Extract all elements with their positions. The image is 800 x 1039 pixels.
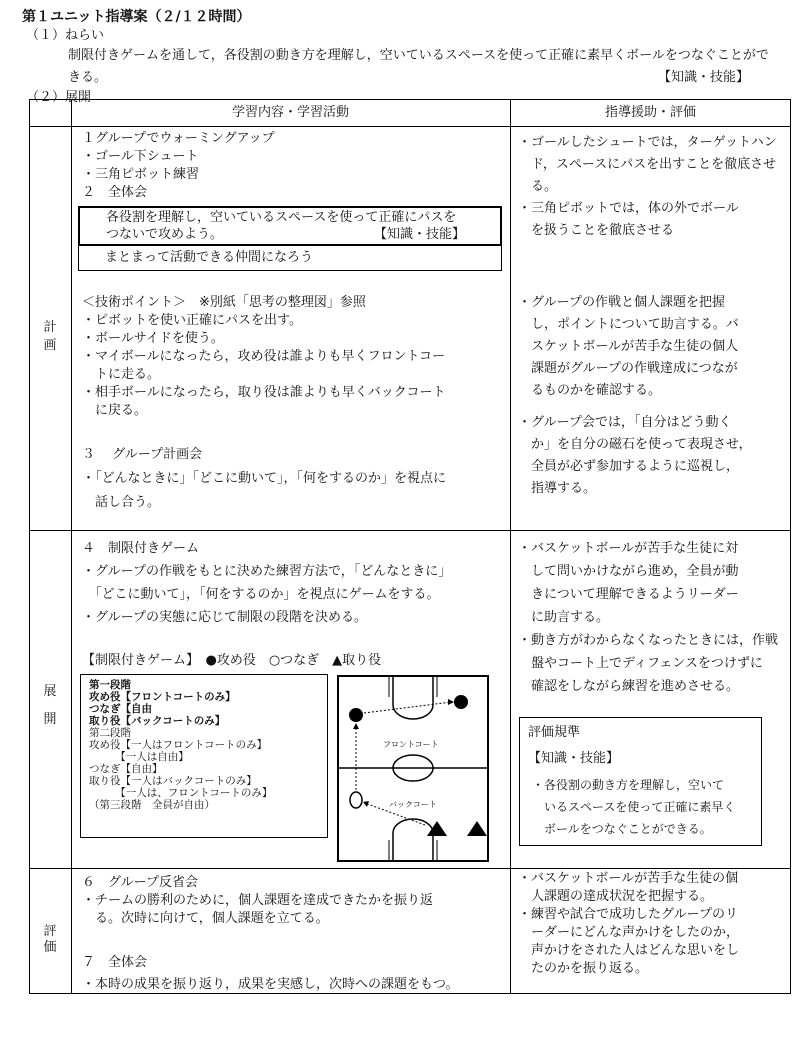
- plan-activity-line: ・ゴール下シュート: [82, 149, 199, 164]
- plan-guidance-line: ド，スペースにパスを出すことを徹底させ: [518, 157, 777, 172]
- evaluation-line: ボールをつなぐことができる。: [532, 822, 712, 836]
- attacker-marker: [454, 695, 468, 709]
- evaluate-guidance-line: ・練習や試合で成功したグループのリ: [518, 907, 738, 922]
- plan-activity-line: １グループでウォーミングアップ: [82, 131, 275, 146]
- evaluate-activities: [82, 874, 433, 928]
- stages-list: [89, 679, 272, 811]
- plan-guidance-line: スケットボールが苦手な生徒の個人: [518, 339, 739, 354]
- evaluate-activity-line: る。次時に向けて，個人課題を立てる。: [82, 911, 329, 926]
- plan-activity-line: ２ 全体会: [82, 185, 148, 200]
- stage-line: 攻め役【一人はフロントコートのみ】: [89, 739, 268, 751]
- lesson-plan-table: [29, 99, 791, 994]
- develop-guidance-line: に助言する。: [518, 610, 610, 625]
- aim-text-line1: 制限付きゲームを通して，各役割の動き方を理解し，空いているスペースを使って正確に素早くボールをつなぐことがで: [68, 48, 769, 63]
- plan-guidance-line: ・三角ピボットでは，体の外でボール: [518, 201, 739, 216]
- technique-point-line: ・マイボールになったら，攻め役は誰よりも早くフロントコー: [82, 349, 445, 364]
- plan-activity-line: ・三角ピボット練習: [82, 167, 200, 182]
- goal-box-tag: 【知識・技能】: [374, 227, 466, 242]
- plan-guidance-line: か」を自分の磁石を使って表現させ，: [518, 437, 752, 452]
- plan-guidance-1: [518, 132, 777, 242]
- evaluation-criteria: [532, 774, 735, 840]
- development-heading: （２）展開: [26, 90, 92, 105]
- evaluate-guidance-line: 人課題の達成状況を把握する。: [518, 889, 714, 904]
- plan-guidance-line: るものかを確認する。: [518, 383, 662, 398]
- develop-guidance-line: きについて理解できるようリーダー: [518, 587, 739, 602]
- header-row-divider: [30, 126, 790, 127]
- plan-guidance-line: 全員が必ず参加するように巡視し，: [518, 459, 740, 474]
- develop-activity-line: ４ 制限付きゲーム: [82, 541, 200, 556]
- evaluate-guidance-line: たのかを振り返る。: [518, 961, 649, 976]
- stage-line: 【一人は、フロントコートのみ】: [89, 787, 273, 799]
- row-divider-develop: [30, 868, 790, 869]
- evaluate-guidance-line: ・バスケットボールが苦手な生徒の個: [518, 871, 739, 886]
- goal-box-line1: 各役割を理解し，空いているスペースを使って正確にパスを: [106, 210, 457, 225]
- evaluate-activity-line: ・チームの勝利のために，個人課題を達成できたかを振り返: [82, 893, 434, 908]
- row-label-plan-1: 計: [43, 320, 57, 335]
- develop-activity-line: ・グループの実態に応じて制限の段階を決める。: [82, 610, 367, 625]
- evaluate-activity-line: ・本時の成果を振り返り，成果を実感し，次時への課題をもつ。: [82, 977, 459, 992]
- stage-line: 取り役【バックコートのみ】: [89, 715, 226, 727]
- stage-line: つなぎ【自由: [89, 703, 152, 715]
- column-divider-label: [71, 100, 72, 993]
- evaluation-line: いるスペースを使って正確に素早く: [532, 800, 736, 814]
- row-divider-plan: [30, 530, 790, 531]
- develop-guidance-line: して問いかけながら進め，全員が動: [518, 564, 739, 579]
- court-front-label: フロントコート: [383, 740, 439, 749]
- stages-box: [80, 674, 328, 838]
- technique-point-line: ＜技術ポイント＞ ※別紙「思考の整理図」参照: [82, 295, 366, 310]
- plan-activities: [82, 130, 275, 202]
- develop-activities: [82, 537, 451, 629]
- attacker-marker: [349, 708, 363, 722]
- plan-guidance-line: ・ゴールしたシュートでは，ターゲットハン: [518, 135, 777, 150]
- technique-point-line: トに走る。: [82, 367, 161, 382]
- column-divider-center: [510, 100, 511, 993]
- plan-guidance-line: る。: [518, 179, 558, 194]
- evaluate-guidance-line: ーダーにどんな声かけをしたのか，: [518, 925, 740, 940]
- row-label-plan-2: 画: [43, 338, 57, 353]
- plan-guidance-line: を扱うことを徹底させる: [518, 223, 675, 238]
- stage-line: 第二段階: [89, 727, 131, 739]
- stage-line: 攻め役【フロントコートのみ】: [89, 691, 236, 703]
- group-planning-line: ・「どんなときに」「どこに動いて」，「何をするのか」を視点に: [82, 471, 447, 486]
- technique-point-line: ・ピボットを使い正確にパスを出す。: [82, 313, 302, 328]
- row-label-develop-1: 展: [43, 684, 57, 699]
- develop-guidance-line: 盤やコート上でディフェンスをつけずに: [518, 656, 763, 671]
- game-legend: 【制限付きゲーム】 ●攻め役 ○つなぎ ▲取り役: [82, 653, 382, 668]
- evaluate-activities-2: [82, 952, 458, 996]
- court-diagram: [337, 675, 489, 862]
- aim-tag: 【知識・技能】: [658, 70, 750, 85]
- group-planning: [82, 443, 446, 515]
- column-header-guidance: 指導援助・評価: [604, 105, 696, 120]
- technique-point-line: ・ボールサイドを使う。: [82, 331, 224, 346]
- column-header-activities: 学習内容・学習活動: [231, 105, 349, 120]
- evaluate-activity-line: ７ 全体会: [82, 955, 148, 970]
- stage-line: 取り役【一人はバックコートのみ】: [89, 775, 257, 787]
- develop-guidance-line: ・バスケットボールが苦手な生徒に対: [518, 541, 739, 556]
- goal-box-line2: つないで攻めよう。: [106, 227, 224, 242]
- stage-line: （第三段階 全員が自由）: [89, 799, 215, 811]
- evaluate-guidance: [518, 870, 739, 978]
- evaluate-guidance-line: 声かけをされた人はどんな思いをし: [518, 943, 740, 958]
- develop-activity-line: 「どこに動いて」，「何をするのか」を視点にゲームをする。: [82, 587, 440, 602]
- group-planning-line: ３ グループ計画会: [82, 447, 203, 462]
- develop-activity-line: ・グループの作戦をもとに決めた練習方法で，「どんなときに」: [82, 564, 452, 579]
- evaluation-tag: 【知識・技能】: [528, 751, 620, 766]
- aim-text-line2: きる。: [68, 70, 108, 85]
- goal-box-team: [78, 245, 502, 271]
- stage-line: つなぎ【自由】: [89, 763, 163, 775]
- plan-guidance-line: 指導する。: [518, 481, 597, 496]
- evaluation-line: ・各役割の動き方を理解し，空いて: [532, 778, 725, 792]
- document-title: 第１ユニット指導案（２/１２時間）: [22, 9, 251, 25]
- plan-guidance-line: ・グループ会では，「自分はどう動く: [518, 415, 732, 430]
- technique-point-line: に戻る。: [82, 403, 148, 418]
- row-label-evaluate-2: 価: [43, 940, 57, 955]
- develop-guidance-line: 確認をしながら練習を進めさせる。: [518, 679, 740, 694]
- stage-line: 【一人は自由】: [89, 751, 189, 763]
- develop-guidance: [518, 537, 778, 698]
- row-label-evaluate-1: 評: [43, 924, 57, 939]
- evaluation-criteria-box: [519, 717, 762, 846]
- stage-line: 第一段階: [89, 679, 131, 691]
- plan-guidance-line: ・グループの作戦と個人課題を把握: [518, 295, 725, 310]
- connector-marker: [350, 792, 362, 808]
- court-back-label: バックコート: [389, 800, 437, 809]
- row-label-develop-2: 開: [43, 712, 57, 727]
- plan-guidance-line: し，ポイントについて助言する。バ: [518, 317, 739, 332]
- plan-guidance-line: 課題がグループの作戦達成につなが: [518, 361, 738, 376]
- evaluation-title: 評価規準: [528, 725, 581, 740]
- technique-point-line: ・相手ボールになったら，取り役は誰よりも早くバックコート: [82, 385, 446, 400]
- plan-guidance-2: [518, 292, 739, 402]
- group-planning-line: 話し合う。: [82, 495, 161, 510]
- evaluate-activity-line: ６ グループ反省会: [82, 875, 198, 890]
- develop-guidance-line: ・動き方がわからなくなったときには，作戦: [518, 633, 779, 648]
- aim-heading: （１）ねらい: [26, 28, 105, 43]
- goal-box-team-text: まとまって活動できる仲間になろう: [105, 250, 314, 265]
- goal-box-knowledge: [78, 206, 502, 246]
- technique-points: [82, 294, 445, 420]
- plan-guidance-3: [518, 412, 752, 500]
